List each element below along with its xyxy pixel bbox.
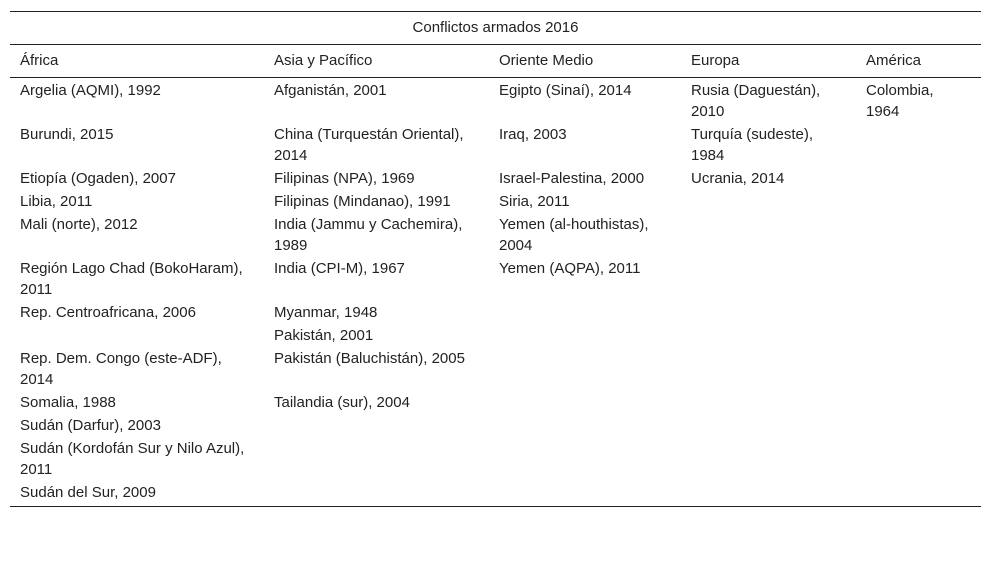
table-cell-oriente-medio: Iraq, 2003 bbox=[499, 126, 567, 143]
table-cell-oriente-medio bbox=[489, 482, 681, 507]
table-row bbox=[10, 258, 981, 302]
table-cell-oriente-medio: Yemen (al-houthistas), 2004 bbox=[499, 216, 649, 254]
table-cell-asia-pacifico: Pakistán (Baluchistán), 2005 bbox=[274, 350, 465, 367]
table-cell-america bbox=[856, 124, 981, 168]
table-cell-asia-pacifico: Pakistán, 2001 bbox=[274, 327, 374, 344]
table-cell-africa: Argelia (AQMI), 1992 bbox=[20, 82, 161, 99]
table-row bbox=[10, 191, 981, 214]
table-row bbox=[10, 392, 981, 415]
table-cell-asia-pacifico: Tailandia (sur), 2004 bbox=[274, 394, 410, 411]
table-cell-europa bbox=[681, 392, 856, 415]
table-cell-europa bbox=[681, 214, 856, 258]
table-cell-africa: Rep. Centroafricana, 2006 bbox=[20, 304, 196, 321]
table-cell-oriente-medio: Siria, 2011 bbox=[499, 193, 570, 210]
table-row bbox=[10, 348, 981, 392]
table-cell-asia-pacifico: China (Turquestán Oriental), 2014 bbox=[274, 126, 464, 164]
table-cell-america bbox=[856, 302, 981, 325]
table-cell-oriente-medio bbox=[489, 438, 681, 482]
table-cell-africa: Región Lago Chad (BokoHaram), 2011 bbox=[20, 260, 243, 298]
table-row bbox=[10, 482, 981, 507]
table-row bbox=[10, 124, 981, 168]
table-cell-oriente-medio bbox=[489, 348, 681, 392]
column-header-oriente-medio: Oriente Medio bbox=[489, 45, 681, 78]
table-cell-europa: Turquía (sudeste), 1984 bbox=[691, 126, 813, 164]
table-cell-oriente-medio bbox=[489, 392, 681, 415]
table-cell-europa bbox=[681, 191, 856, 214]
table-caption: Conflictos armados 2016 bbox=[10, 12, 981, 45]
table-cell-africa: Rep. Dem. Congo (este-ADF), 2014 bbox=[20, 350, 222, 388]
column-header-america: América bbox=[856, 45, 981, 78]
table-cell-asia-pacifico: India (CPI-M), 1967 bbox=[274, 260, 405, 277]
table-cell-asia-pacifico bbox=[264, 415, 489, 438]
table-cell-oriente-medio bbox=[489, 415, 681, 438]
table-cell-america bbox=[856, 258, 981, 302]
table-cell-europa: Ucrania, 2014 bbox=[691, 170, 785, 187]
table-caption-row bbox=[10, 12, 981, 45]
table-cell-america bbox=[856, 168, 981, 191]
table-cell-america bbox=[856, 482, 981, 507]
table-cell-africa: Sudán del Sur, 2009 bbox=[10, 482, 264, 507]
column-header-africa: África bbox=[10, 45, 264, 78]
table-cell-africa bbox=[10, 325, 264, 348]
table-cell-america bbox=[856, 214, 981, 258]
table-row bbox=[10, 302, 981, 325]
table-cell-america: Colombia, 1964 bbox=[866, 82, 934, 120]
table-cell-oriente-medio: Israel-Palestina, 2000 bbox=[499, 170, 645, 187]
table-cell-asia-pacifico: Myanmar, 1948 bbox=[274, 304, 378, 321]
table-row bbox=[10, 325, 981, 348]
table-row bbox=[10, 168, 981, 191]
table-cell-asia-pacifico: Afganistán, 2001 bbox=[274, 82, 387, 99]
table-cell-europa bbox=[681, 482, 856, 507]
table-header-row bbox=[10, 45, 981, 78]
table-cell-africa: Libia, 2011 bbox=[20, 193, 93, 210]
table-cell-europa bbox=[681, 415, 856, 438]
column-header-europa: Europa bbox=[681, 45, 856, 78]
table-cell-europa: Rusia (Daguestán), 2010 bbox=[691, 82, 821, 120]
table-cell-oriente-medio: Yemen (AQPA), 2011 bbox=[499, 260, 641, 277]
table-cell-africa: Mali (norte), 2012 bbox=[20, 216, 138, 233]
table-cell-europa bbox=[681, 258, 856, 302]
table-cell-africa: Burundi, 2015 bbox=[20, 126, 114, 143]
table-cell-america bbox=[856, 325, 981, 348]
conflicts-table bbox=[10, 11, 981, 507]
table-cell-africa: Etiopía (Ogaden), 2007 bbox=[20, 170, 176, 187]
table-cell-asia-pacifico: Filipinas (Mindanao), 1991 bbox=[274, 193, 451, 210]
table-cell-asia-pacifico: India (Jammu y Cachemira), 1989 bbox=[274, 216, 463, 254]
table-cell-africa: Sudán (Darfur), 2003 bbox=[20, 417, 161, 434]
table-row bbox=[10, 78, 981, 125]
table-row bbox=[10, 438, 981, 482]
table-cell-asia-pacifico bbox=[264, 438, 489, 482]
table-cell-africa: Somalia, 1988 bbox=[20, 394, 116, 411]
column-header-asia-pacifico: Asia y Pacífico bbox=[264, 45, 489, 78]
table-cell-oriente-medio bbox=[489, 325, 681, 348]
table-cell-oriente-medio bbox=[489, 302, 681, 325]
table-cell-america bbox=[856, 438, 981, 482]
table-row bbox=[10, 415, 981, 438]
table-cell-america bbox=[856, 348, 981, 392]
table-cell-europa bbox=[681, 438, 856, 482]
table-cell-asia-pacifico: Filipinas (NPA), 1969 bbox=[274, 170, 415, 187]
conflicts-table-container bbox=[10, 11, 981, 507]
table-cell-europa bbox=[681, 302, 856, 325]
table-cell-oriente-medio: Egipto (Sinaí), 2014 bbox=[499, 82, 632, 99]
table-body bbox=[10, 78, 981, 507]
table-cell-america bbox=[856, 191, 981, 214]
table-cell-asia-pacifico bbox=[264, 482, 489, 507]
table-row bbox=[10, 214, 981, 258]
table-cell-europa bbox=[681, 325, 856, 348]
table-cell-america bbox=[856, 415, 981, 438]
table-cell-africa: Sudán (Kordofán Sur y Nilo Azul), 2011 bbox=[20, 440, 245, 478]
table-cell-europa bbox=[681, 348, 856, 392]
table-cell-america bbox=[856, 392, 981, 415]
